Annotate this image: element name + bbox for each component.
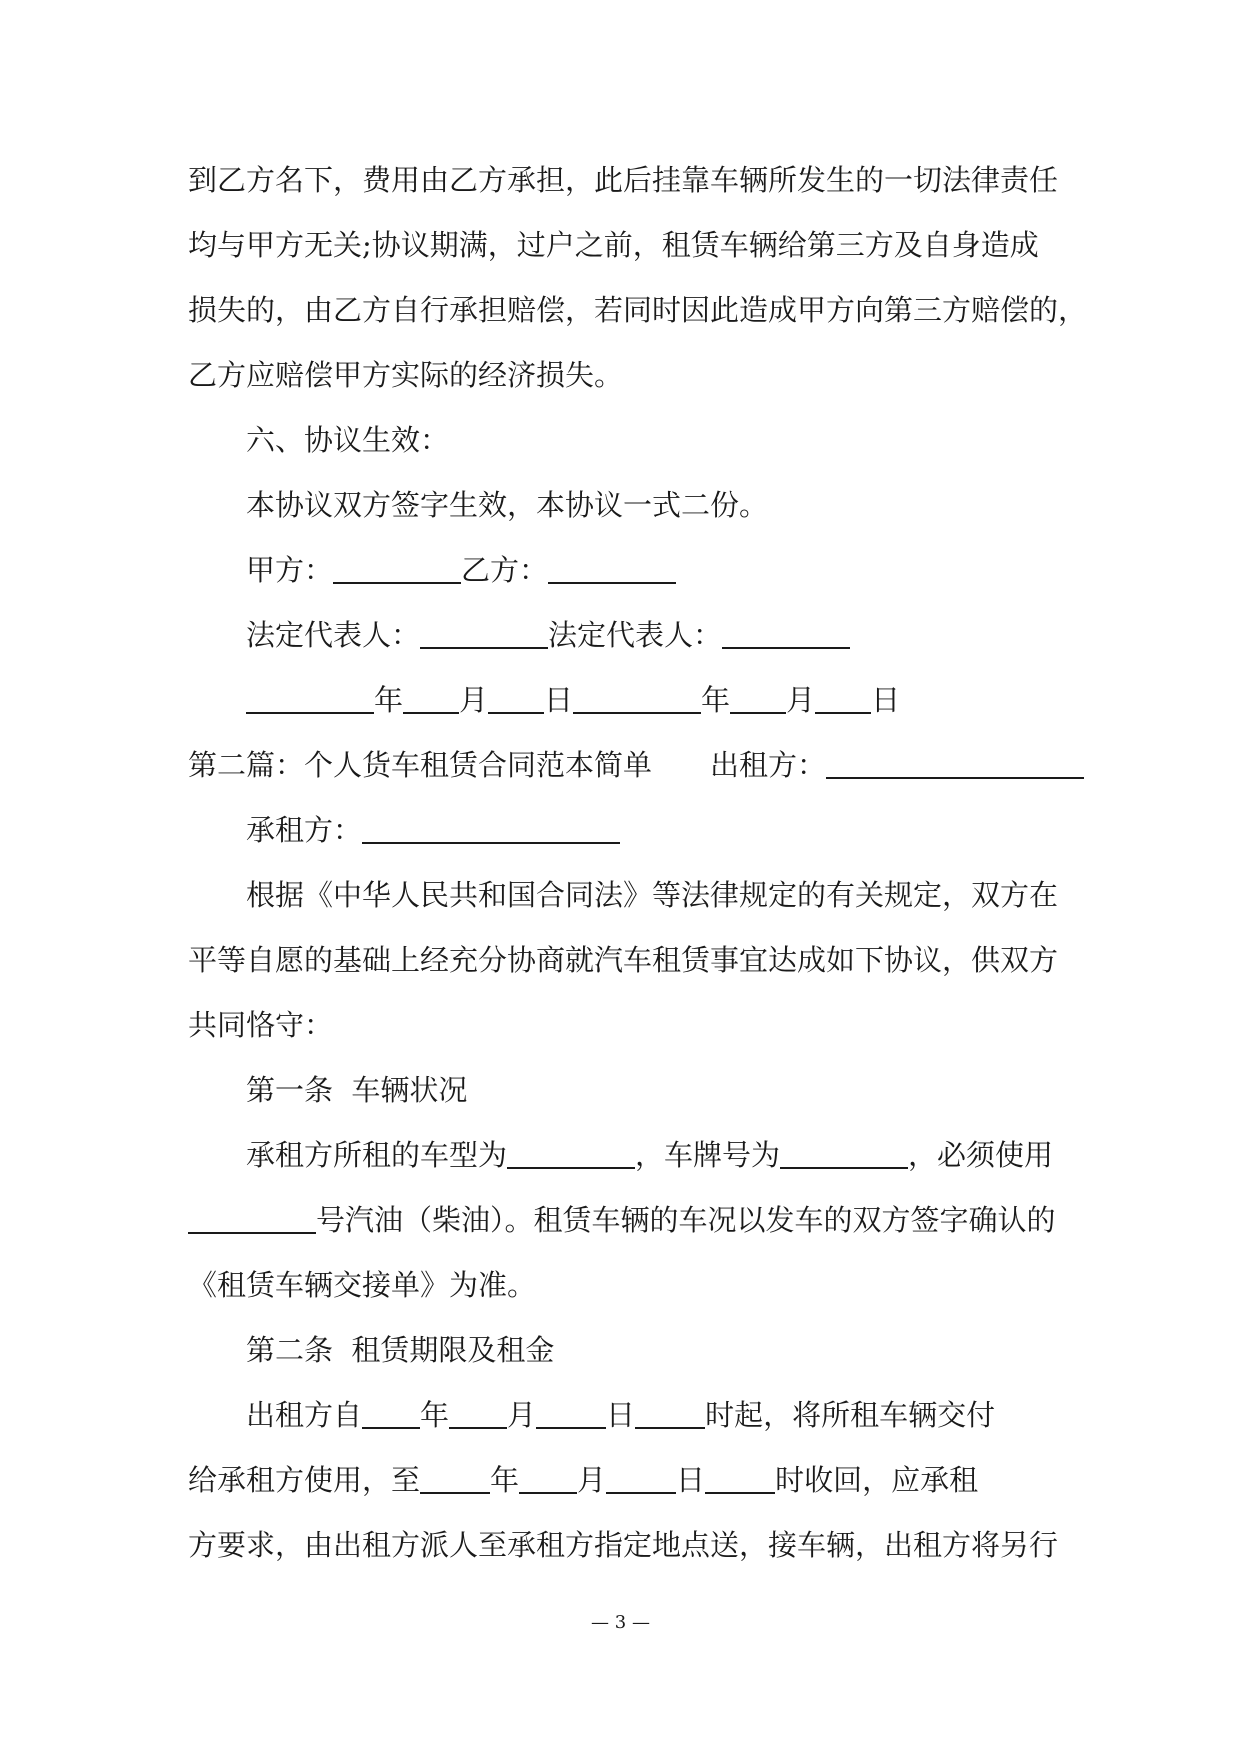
paragraph-line <box>246 1395 995 1435</box>
paragraph-line: 损失的，由乙方自行承担赔偿，若同时因此造成甲方向第三方赔偿的， <box>188 293 1088 327</box>
month-label: 月 <box>786 683 816 717</box>
month-label: 月 <box>507 1398 537 1432</box>
paragraph-line: 本协议双方签字生效，本协议一式二份。 <box>246 488 769 522</box>
paragraph-line: 根据《中华人民共和国合同法》等法律规定的有关规定，双方在 <box>246 878 1059 912</box>
lessee-label: 承租方： <box>246 813 363 847</box>
text-segment: 时起，将所租车辆交付 <box>705 1398 996 1432</box>
blank-underline <box>362 816 620 844</box>
signature-line-representatives <box>246 615 850 655</box>
blank-underline <box>722 621 850 649</box>
day-label: 日 <box>606 1398 636 1432</box>
article-heading: 第二条 租赁期限及租金 <box>246 1333 555 1367</box>
day-label: 日 <box>676 1463 706 1497</box>
blank-underline <box>449 1401 507 1429</box>
text-segment: 给承租方使用，至 <box>188 1463 421 1497</box>
text-segment: 承租方所租的车型为 <box>246 1138 508 1172</box>
signature-line-dates <box>246 680 900 720</box>
party-a-label: 甲方： <box>246 553 334 587</box>
section-heading: 六、协议生效： <box>246 423 450 457</box>
blank-underline <box>548 556 676 584</box>
text-segment: 号汽油（柴油）。租赁车辆的车况以发车的双方签字确认的 <box>316 1203 1056 1237</box>
text-segment: 出租方自 <box>246 1398 363 1432</box>
text-segment: 时收回，应承租 <box>775 1463 979 1497</box>
text-segment: ，必须使用 <box>908 1138 1054 1172</box>
party-b-label: 乙方： <box>461 553 549 587</box>
blank-underline <box>705 1466 775 1494</box>
chapter-title-line <box>188 745 1084 785</box>
paragraph-line <box>246 1135 1053 1175</box>
blank-underline <box>730 686 786 714</box>
paragraph-line: 乙方应赔偿甲方实际的经济损失。 <box>188 358 624 392</box>
representative-a-label: 法定代表人： <box>246 618 421 652</box>
paragraph-line: 均与甲方无关;协议期满，过户之前，租赁车辆给第三方及自身造成 <box>188 228 1039 262</box>
month-label: 月 <box>577 1463 607 1497</box>
blank-underline <box>635 1401 705 1429</box>
lessee-line <box>246 810 620 850</box>
year-label: 年 <box>374 683 404 717</box>
blank-underline <box>519 1466 577 1494</box>
blank-underline <box>606 1466 676 1494</box>
blank-underline <box>362 1401 420 1429</box>
representative-b-label: 法定代表人： <box>548 618 723 652</box>
blank-underline <box>573 686 701 714</box>
signature-line-parties <box>246 550 676 590</box>
month-label: 月 <box>459 683 489 717</box>
blank-underline <box>403 686 459 714</box>
year-label: 年 <box>701 683 731 717</box>
lessor-label: 出租方： <box>710 748 827 782</box>
paragraph-line: 方要求，由出租方派人至承租方指定地点送，接车辆，出租方将另行 <box>188 1528 1059 1562</box>
article-heading: 第一条 车辆状况 <box>246 1073 468 1107</box>
paragraph-line <box>188 1460 978 1500</box>
blank-underline <box>333 556 461 584</box>
paragraph-line: 共同恪守： <box>188 1008 334 1042</box>
blank-underline <box>246 686 374 714</box>
blank-underline <box>780 1141 908 1169</box>
year-label: 年 <box>490 1463 520 1497</box>
day-label: 日 <box>871 683 901 717</box>
paragraph-line: 平等自愿的基础上经充分协商就汽车租赁事宜达成如下协议，供双方 <box>188 943 1059 977</box>
page-number: — 3 — <box>591 1612 650 1633</box>
blank-underline <box>188 1206 316 1234</box>
paragraph-line <box>188 1200 1056 1240</box>
blank-underline <box>815 686 871 714</box>
year-label: 年 <box>420 1398 450 1432</box>
chapter-title: 第二篇：个人货车租赁合同范本简单 <box>188 748 653 782</box>
day-label: 日 <box>544 683 574 717</box>
blank-underline <box>507 1141 635 1169</box>
paragraph-line: 到乙方名下，费用由乙方承担，此后挂靠车辆所发生的一切法律责任 <box>188 163 1059 197</box>
blank-underline <box>536 1401 606 1429</box>
text-segment: ，车牌号为 <box>635 1138 781 1172</box>
paragraph-line: 《租赁车辆交接单》为准。 <box>188 1268 537 1302</box>
blank-underline <box>420 1466 490 1494</box>
blank-underline <box>488 686 544 714</box>
blank-underline <box>826 751 1084 779</box>
blank-underline <box>420 621 548 649</box>
